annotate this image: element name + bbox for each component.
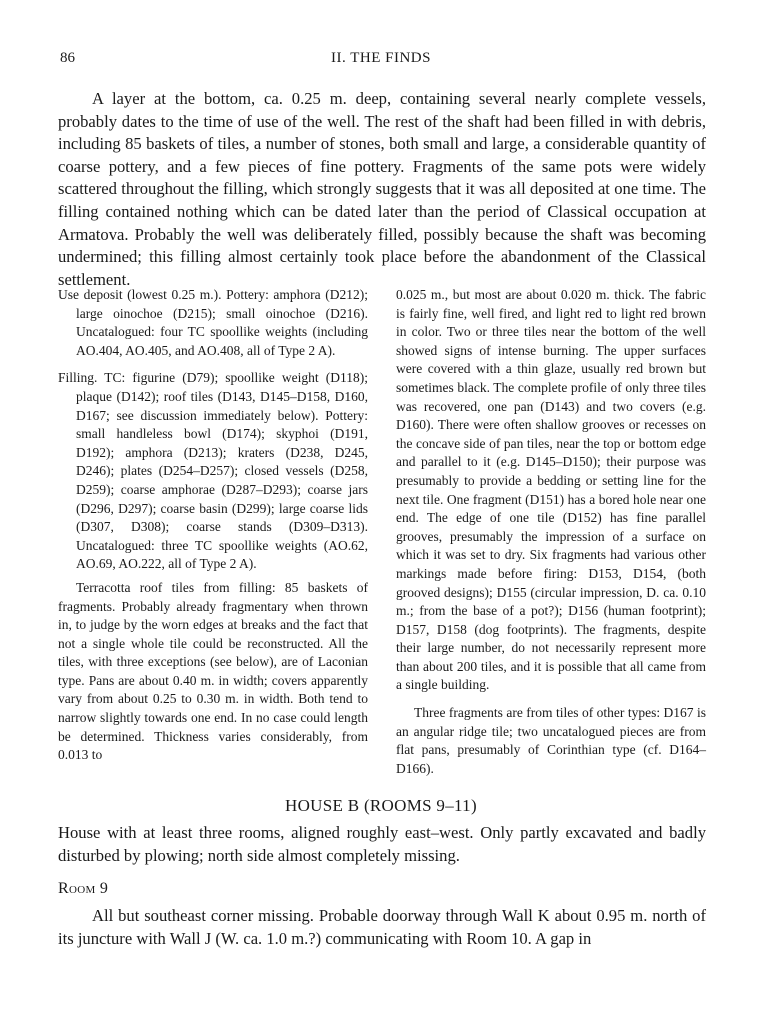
page-header <box>60 50 702 72</box>
house-b-heading: HOUSE B (ROOMS 9–11) <box>285 796 477 815</box>
running-head: II. THE FINDS <box>331 50 431 66</box>
room-9-heading: Room 9 <box>58 880 109 897</box>
roof-tiles-paragraph: Terracotta roof tiles from filling: 85 baskets of fragments. Probably already fragmentary when thrown in, to judge by the worn edges at breaks and the fact that not a single whole tile could be reconstructed. All the tiles, with three exceptions (see below), are of Laconian type. Pans are about 0.40 m. in width; covers apparently vary from about 0.25 to 0.30 m. in width. Both tend to narrow slightly towards one end. In no case could length be determined. Thickness varies considerably, from 0.013 to <box>58 579 368 763</box>
roof-tiles-continuation: 0.025 m., but most are about 0.020 m. thick. The fabric is fairly fine, well fired, and light red to light red brown in color. Two or three tiles near the bottom of the well showed signs of intense burning. The upper surfaces were covered with a thin glaze, usually red brown but sometimes black. The complete profile of only three tiles was recovered, one pan (D143) and two covers (e.g. D160). There were often shallow grooves or recesses on the concave side of pan tiles, near the top or bottom edge and parallel to it (e.g. D145–D150); their purpose was presumably to provide a bedding or setting line for the next tile. One fragment (D151) has a bored hole near one end. The edge of one tile (D152) has fine parallel grooves, presumably the impression of a surface on which it was set to dry. Six fragments had various other markings made before firing: D153, D154, (both grooved designs); D155 (circular impression, D. ca. 0.10 m.; from the base of a pot?); D156 (human footprint); D157, D158 (dog footprints). The fragments, despite their large number, do not necessarily represent more than about 200 tiles, and it is possible that all came from a single building. <box>396 287 706 693</box>
other-tile-types-paragraph: Three fragments are from tiles of other types: D167 is an angular ridge tile; two uncatalogued pieces are from flat pans, presumably of Corinthian type (cf. D164–D166). <box>396 705 706 776</box>
house-b-description: House with at least three rooms, aligned roughly east–west. Only partly excavated and badly disturbed by plowing; north side almost completely missing. <box>58 823 706 865</box>
page-number: 86 <box>60 50 75 66</box>
use-deposit-entry: Use deposit (lowest 0.25 m.). Pottery: amphora (D212); large oinochoe (D215); small oinochoe (D216). Uncatalogued: four TC spoollike weights (including AO.404, AO.405, and AO.408, all of Type 2 A). <box>58 287 368 358</box>
lead-paragraph: A layer at the bottom, ca. 0.25 m. deep, containing several nearly complete vessels, probably dates to the time of use of the well. The rest of the shaft had been filled in with debris, including 85 baskets of tiles, a number of stones, both small and large, a considerable quantity of coarse pottery, and a few pieces of fine pottery. Fragments of the same pots were widely scattered throughout the filling, which strongly suggests that it was all deposited at one time. The filling contained nothing which can be dated later than the period of Classical occupation at Armatova. Probably the well was deliberately filled, possibly because the shaft was becoming undermined; this filling almost certainly took place before the abandonment of the Classical settlement. <box>58 89 706 289</box>
left-column <box>58 286 368 774</box>
right-column <box>396 286 706 787</box>
filling-entry: Filling. TC: figurine (D79); spoollike weight (D118); plaque (D142); roof tiles (D143, D145–D158, D160, D167; see discussion immediately below). Pottery: small handleless bowl (D174); skyphoi (D191, D192); amphora (D213); kraters (D238, D245, D246); plates (D254–D257); closed vessels (D258, D259); coarse amphorae (D287–D293); coarse jars (D296, D297); coarse basin (D299); large coarse lids (D307, D308); coarse stands (D309–D313). Uncatalogued: three TC spoollike weights (AO.62, AO.69, AO.222, all of Type 2 A). <box>58 370 368 572</box>
room-9-text: All but southeast corner missing. Probable doorway through Wall K about 0.95 m. north of its juncture with Wall J (W. ca. 1.0 m.?) communicating with Room 10. A gap in <box>58 906 706 948</box>
